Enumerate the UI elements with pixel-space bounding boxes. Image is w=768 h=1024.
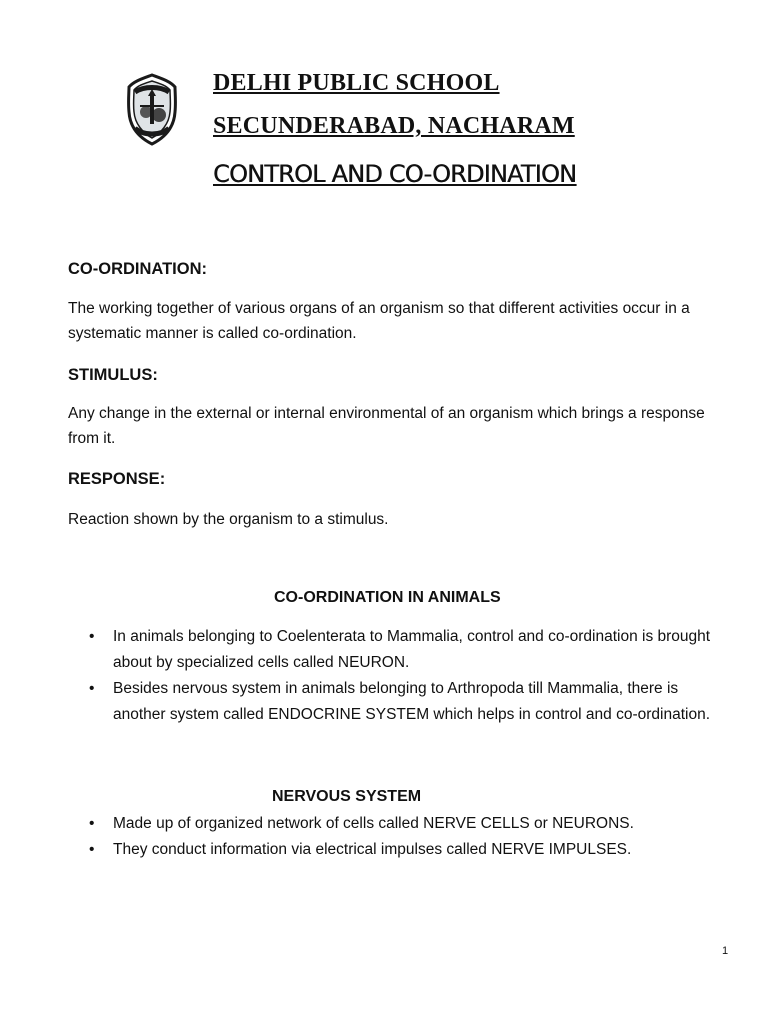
list-item-text: They conduct information via electrical impulses called NERVE IMPULSES.: [113, 841, 632, 858]
animals-bullet-list: [68, 624, 728, 728]
nervous-system-heading: NERVOUS SYSTEM: [272, 788, 422, 805]
bullet-icon: •: [89, 680, 95, 697]
list-item-text: In animals belonging to Coelenterata to Mammalia, control and co-ordination is brought about by specialized cells called NEURON.: [113, 628, 711, 671]
stimulus-definition: Any change in the external or internal environmental of an organism which brings a response from it.: [68, 405, 705, 447]
document-title: CONTROL AND CO-ORDINATION: [213, 160, 577, 188]
animals-heading: CO-ORDINATION IN ANIMALS: [274, 589, 501, 606]
school-location: SECUNDERABAD, NACHARAM: [213, 113, 575, 139]
coordination-definition: The working together of various organs of an organism so that different activities occur in a systematic manner is called co-ordination.: [68, 300, 690, 342]
school-name: DELHI PUBLIC SCHOOL: [213, 70, 500, 96]
list-item-text: Besides nervous system in animals belonging to Arthropoda till Mammalia, there is another system called ENDOCRINE SYSTEM which helps in control and co-ordination.: [113, 680, 711, 723]
school-crest-icon: [126, 72, 178, 168]
response-definition: Reaction shown by the organism to a stimulus.: [68, 511, 389, 528]
list-item: [68, 676, 728, 728]
list-item: [68, 837, 728, 863]
bullet-icon: •: [89, 628, 95, 645]
coordination-heading: CO-ORDINATION:: [68, 260, 208, 278]
list-item-text: Made up of organized network of cells called NERVE CELLS or NEURONS.: [113, 815, 634, 832]
list-item: [68, 811, 728, 837]
bullet-icon: •: [89, 815, 95, 832]
bullet-icon: •: [89, 841, 95, 858]
page-number: 1: [722, 945, 729, 957]
list-item: [68, 624, 728, 676]
response-heading: RESPONSE:: [68, 470, 166, 488]
nervous-system-bullet-list: [68, 811, 728, 863]
stimulus-heading: STIMULUS:: [68, 366, 158, 384]
